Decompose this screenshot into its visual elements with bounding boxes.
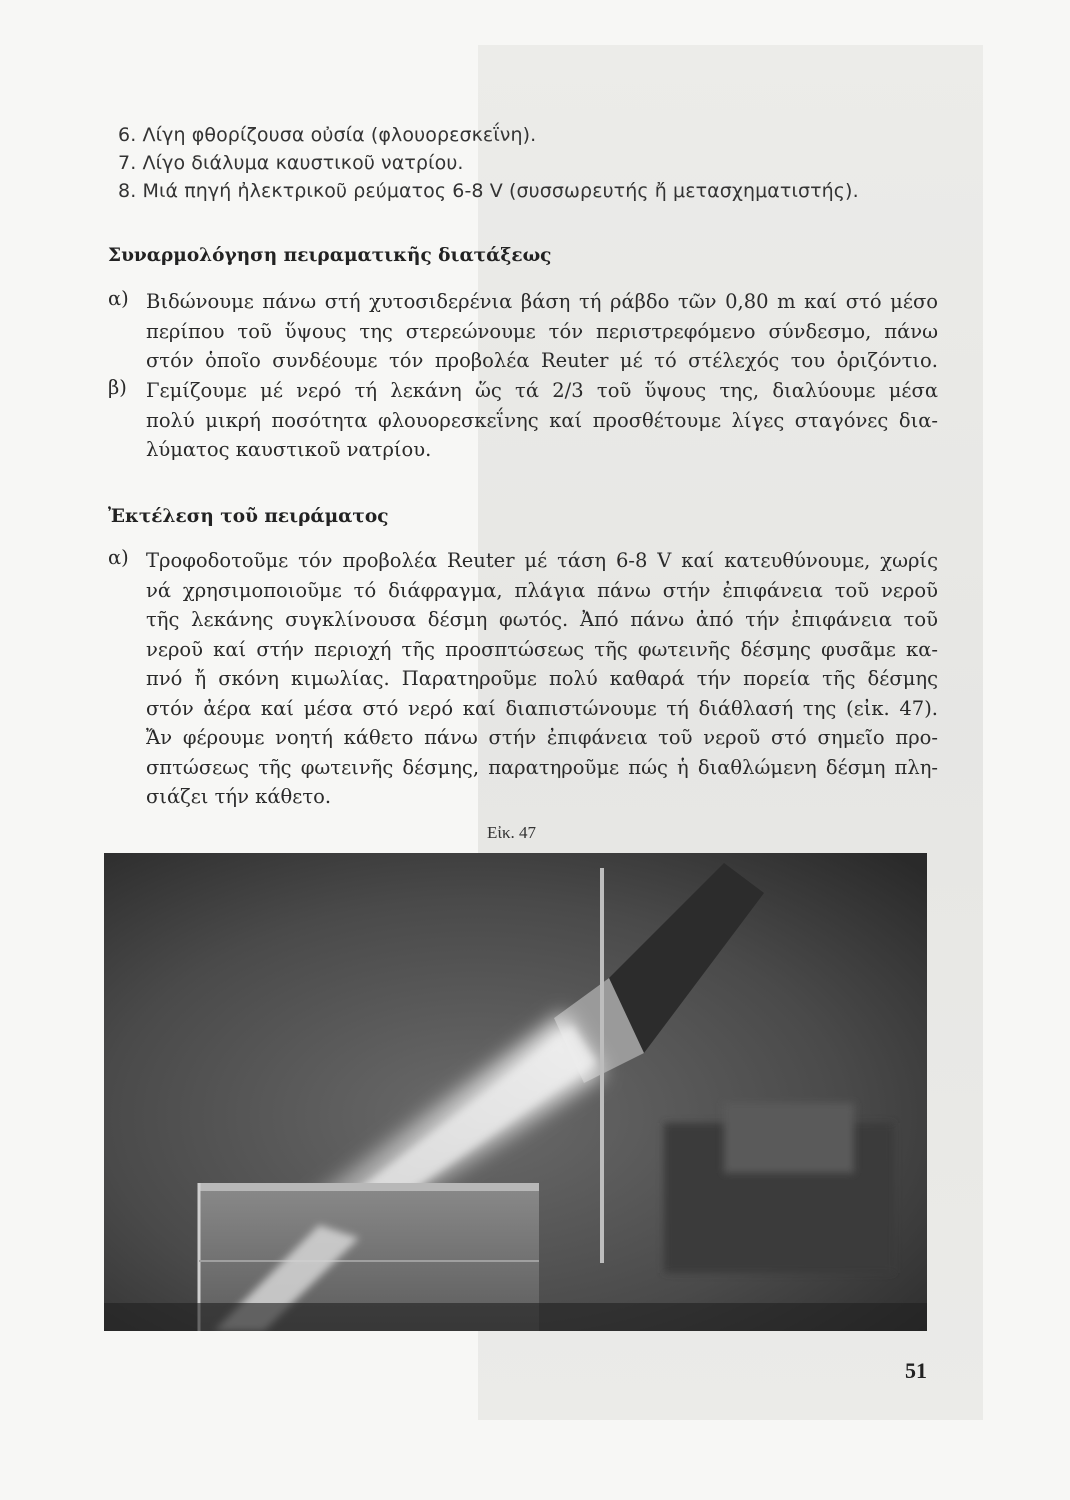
list-item: 8. Μιά πηγή ἠλεκτρικοῦ ρεύματος 6-8 V (συσσωρευτής ἤ μετασχηματιστής). <box>118 180 859 202</box>
text-line: Βιδώνουμε πάνω στή χυτοσιδερένια βάση τή ράβδο τῶν 0,80 m καί στό μέσο <box>146 290 938 313</box>
page-number: 51 <box>905 1358 927 1383</box>
text-line: τῆς λεκάνης συγκλίνουσα δέσμη φωτός. Ἀπό πάνω ἀπό τήν ἐπιφάνεια τοῦ <box>146 608 938 631</box>
refraction-photo <box>104 853 927 1331</box>
paragraph-marker: β) <box>108 376 127 399</box>
text-line: Γεμίζουμε μέ νερό τή λεκάνη ὥς τά 2/3 τοῦ ὕψους της, διαλύουμε μέσα <box>146 379 938 402</box>
list-item: 6. Λίγη φθορίζουσα οὐσία (φλουορεσκεΐνη). <box>118 124 537 146</box>
text-line: στόν ὁποῖο συνδέουμε τόν προβολέα Reuter μέ τό στέλεχός του ὁριζόντιο. <box>146 349 938 372</box>
paragraph <box>108 546 938 812</box>
text-line: πνό ἤ σκόνη κιμωλίας. Παρατηροῦμε πολύ καθαρά τήν πορεία τῆς δέσμης <box>146 667 938 690</box>
text-line: Τροφοδοτοῦμε τόν προβολέα Reuter μέ τάση 6-8 V καί κατευθύνουμε, χωρίς <box>146 549 938 572</box>
text-line: Ἄν φέρουμε νοητή κάθετο πάνω στήν ἐπιφάνεια τοῦ νεροῦ στό σημεῖο προ- <box>146 726 938 749</box>
text-line: πολύ μικρή ποσότητα φλουορεσκεΐνης καί προσθέτουμε λίγες σταγόνες δια- <box>146 408 938 432</box>
text-line: λύματος καυστικοῦ νατρίου. <box>146 438 432 461</box>
figure-photo <box>104 853 927 1331</box>
text-line: νεροῦ καί στήν περιοχή τῆς προσπτώσεως τῆς φωτεινῆς δέσμης φυσᾶμε κα- <box>146 637 938 661</box>
paragraph <box>108 376 938 465</box>
section-heading: Ἐκτέλεση τοῦ πειράματος <box>108 506 389 527</box>
section-heading: Συναρμολόγηση πειραματικῆς διατάξεως <box>108 245 552 266</box>
paragraph-marker: α) <box>108 546 129 569</box>
text-line: στόν ἀέρα καί μέσα στό νερό καί διαπιστώνουμε τή διάθλασή της (εἰκ. 47). <box>146 696 938 720</box>
figure-caption: Εἰκ. 47 <box>487 823 537 842</box>
list-item: 7. Λίγο διάλυμα καυστικοῦ νατρίου. <box>118 152 464 174</box>
text-line: σπτώσεως τῆς φωτεινῆς δέσμης, παρατηροῦμε πώς ἡ διαθλώμενη δέσμη πλη- <box>146 755 938 779</box>
text-line: νά χρησιμοποιοῦμε τό διάφραγμα, πλάγια πάνω στήν ἐπιφάνεια τοῦ νεροῦ <box>146 578 938 602</box>
paragraph <box>108 287 938 376</box>
text-line: περίπου τοῦ ὕψους της στερεώνουμε τόν περιστρεφόμενο σύνδεσμο, πάνω <box>146 319 938 343</box>
paragraph-marker: α) <box>108 287 129 310</box>
text-line: σιάζει τήν κάθετο. <box>146 785 332 808</box>
